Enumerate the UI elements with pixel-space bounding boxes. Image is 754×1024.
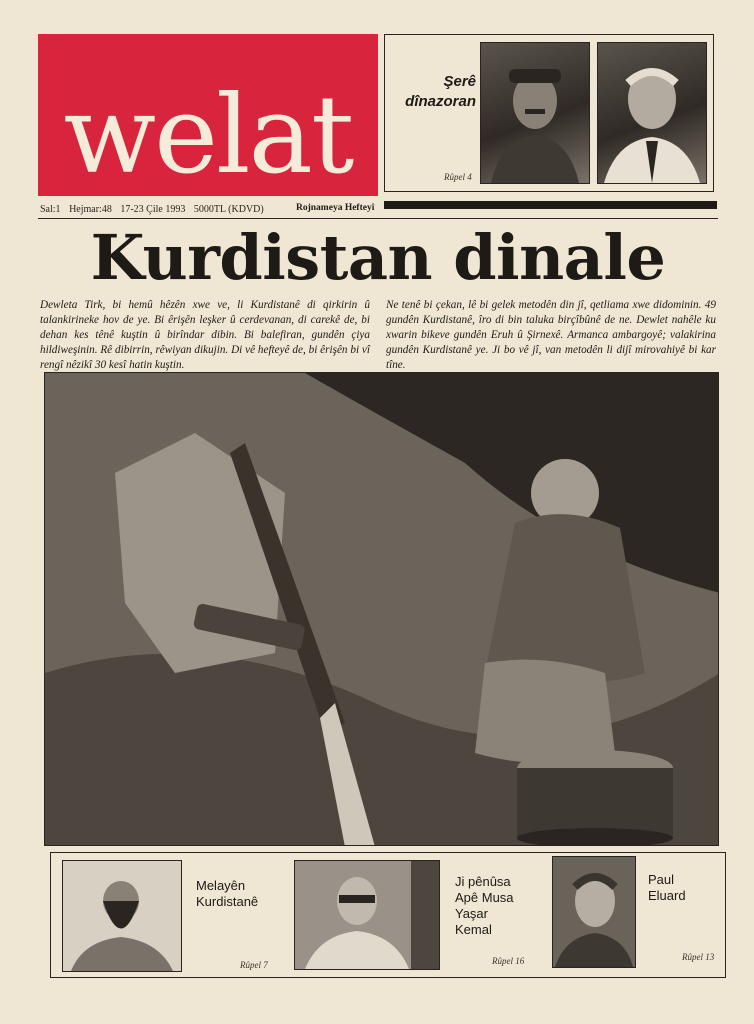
teaser-headline[interactable] — [390, 72, 476, 112]
bottom-title-3[interactable]: Paul Eluard — [648, 872, 686, 903]
bottom-title-1[interactable]: Melayên Kurdistanê — [196, 878, 259, 909]
teaser-headline-line1: Şerê — [443, 73, 476, 90]
divider — [38, 218, 718, 219]
teaser-headline-line2: dînazoran — [405, 93, 476, 110]
masthead-title: welat — [63, 73, 353, 198]
issue-info — [40, 204, 270, 215]
issue-year: Sal:1 — [40, 204, 61, 215]
masthead-rule — [384, 201, 717, 209]
bottom-page-ref-2: Rûpel 16 — [492, 956, 525, 966]
bottom-photo-paul-eluard — [552, 856, 636, 968]
bottom-photo-mela — [62, 860, 182, 972]
issue-price: 5000TL (KDVD) — [193, 204, 264, 215]
bottom-photo-yasar-kemal — [294, 860, 440, 970]
bottom-page-ref-3: Rûpel 13 — [682, 952, 715, 962]
teaser-photo-saddam — [480, 42, 590, 184]
lede-right: Ne tenê bi çekan, lê bi gelek metodên din jî, qetliama xwe didominin. 49 gundên Kurdistanê, îro di bin taluka birçîbûnê de ne. Dewlet nahêle ku xwarin bikeve gundên Eruh û Şirnexê. Armanca ambargoyê; valakirina gundên Kurdistanê ye. Ji bo vê jî, van metodên li dijî mirovahiyê bi kar tîne. — [386, 299, 716, 371]
bottom-page-ref-1: Rûpel 7 — [240, 960, 268, 970]
issue-date: 17-23 Çile 1993 — [120, 204, 186, 215]
teaser-photo-bush — [597, 42, 707, 184]
main-headline[interactable]: Kurdistan dinale — [90, 221, 666, 294]
teaser-page-ref: Rûpel 4 — [444, 172, 472, 182]
main-photo — [44, 372, 719, 846]
bottom-title-2[interactable]: Ji pênûsa Apê Musa Yaşar Kemal — [455, 874, 514, 937]
issue-number: Hejmar:48 — [69, 204, 112, 215]
lede-left: Dewleta Tirk, bi hemû hêzên xwe ve, li Kurdistanê di qirkirin û talankirineke hov de ye. Bi êrişên leşker û cerdevanan, di carekê de, bi dehan kes tênê kuştin û birîndar dibin. Bi balefiran, gundên çiya hildiweşinin. Rê dibirrin, rêwiyan dikujin. Di vê hefteyê de, bi êrişên bi vî rengî nêzikî 30 kesî hatin kuştin. — [40, 299, 370, 371]
paper-type: Rojnameya Hefteyî — [296, 203, 375, 213]
